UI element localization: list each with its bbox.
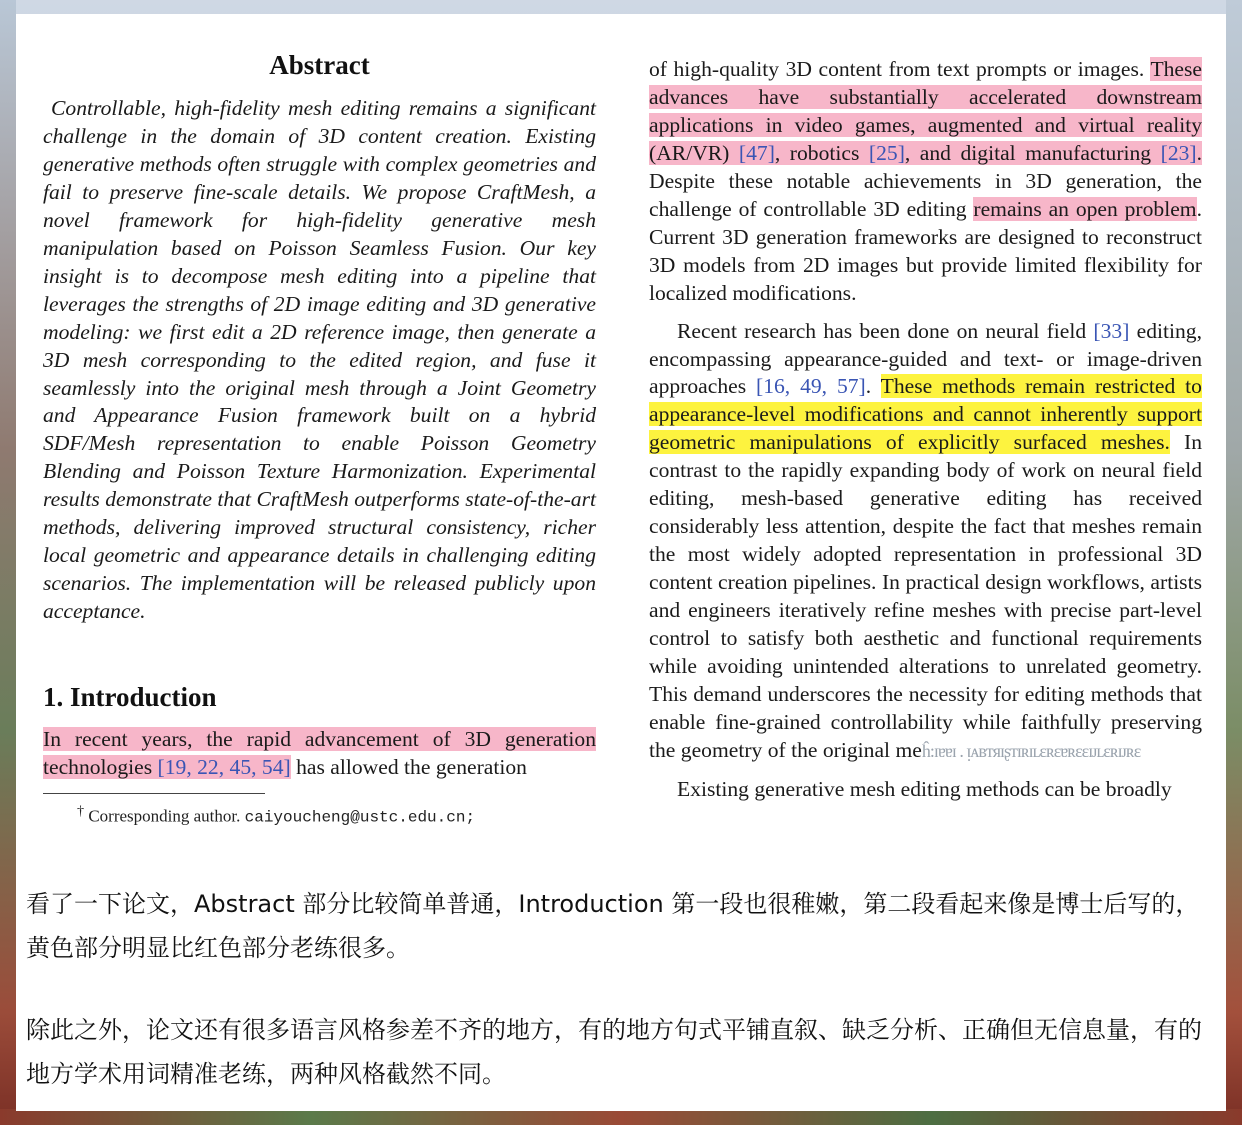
red-highlight-open-problem: remains an open problem (973, 196, 1197, 221)
citation-16-49-57[interactable]: [16, 49, 57] (756, 374, 866, 399)
citation-19-22-45-54[interactable]: [19, 22, 45, 54] (157, 755, 291, 780)
left-column (43, 50, 596, 829)
red-text-1: These advances have substantially accelerated downstream applications in video games, augmented and virtual reality (AR/VR) (649, 57, 1202, 165)
citation-23[interactable]: [23] (1160, 140, 1197, 165)
abstract-body: Controllable, high-fidelity mesh editing remains a significant challenge in the domain of 3D content creation. Existing generative methods often struggle with complex geometries and fail to preserve fine-scale details. We propose CraftMesh, a novel framework for high-fidelity generative mesh manipulation based on Poisson Seamless Fusion. Our key insight is to decompose mesh editing into a pipeline that leverages the strengths of 2D image editing and 3D generative modeling: we first edit a 2D reference image, then generate a 3D mesh corresponding to the edited region, and fuse it seamlessly into the original mesh through a Joint Geometry and Appearance Fusion framework built on a hybrid SDF/Mesh representation to enable Poisson Geometry Blending and Poisson Texture Harmonization. Experimental results demonstrate that CraftMesh outperforms state-of-the-art methods, delivering improved structural consistency, richer local geometric and appearance details in challenging editing scenarios. The implementation will be released publicly upon acceptance. (43, 96, 596, 624)
introduction-paragraph (43, 725, 596, 781)
yellow-highlight-methods: These methods remain restricted to appearance-level modifications and cannot inherently support geometric manipulations of explicitly surfaced meshes. (649, 374, 1202, 455)
introduction-heading: 1. Introduction (43, 682, 217, 713)
background-bottom-strip (0, 1109, 1242, 1125)
comment-paragraph-2: 除此之外，论文还有很多语言风格参差不齐的地方，有的地方句式平铺直叙、缺乏分析、正确但无信息量，有的地方学术用词精准老练，两种风格截然不同。 (26, 1016, 1202, 1088)
right-paragraph-2 (649, 318, 1202, 766)
right-p2-b: . (865, 374, 881, 399)
red-text-2: , robotics (774, 140, 869, 165)
right-paragraph-3: Existing generative mesh editing methods can be broadly (677, 776, 1172, 801)
right-paragraph-1 (649, 56, 1202, 308)
citation-33[interactable]: [33] (1093, 318, 1130, 343)
right-p2-a: editing, encompassing appearance-guided and text- or image-driven approaches (649, 318, 1202, 399)
footnote-label: Corresponding author. (84, 806, 245, 826)
abstract-title: Abstract (269, 50, 370, 80)
background-right-strip (1226, 0, 1242, 1125)
intro-rest-text: has allowed the generation (290, 755, 527, 780)
red-text-4: . (1196, 140, 1203, 165)
comment-paragraph-1: 看了一下论文，Abstract 部分比较简单普通，Introduction 第一段也很稚嫩，第二段看起来像是博士后写的，黄色部分明显比红色部分老练很多。 (26, 890, 1200, 962)
citation-25[interactable]: [25] (868, 140, 905, 165)
paper-excerpt (16, 14, 1226, 864)
background-left-strip (0, 0, 16, 1125)
right-p1-mid: Despite these notable achievements in 3D generation, the challenge of controllable 3D editing (649, 168, 1202, 221)
right-column (649, 56, 1202, 804)
right-p1-lead: of high-quality 3D content from text prompts or images. (649, 57, 1151, 81)
citation-47[interactable]: [47] (738, 140, 775, 165)
red-text-3: , and digital manufacturing (904, 140, 1161, 165)
footnote (43, 800, 596, 829)
right-p2-lead: Recent research has been done on neural field (677, 318, 1094, 343)
footnote-email[interactable]: caiyoucheng@ustc.edu.cn; (244, 808, 476, 827)
footnote-marker: † (77, 803, 85, 820)
right-p2-end: In contrast to the rapidly expanding body of work on neural field editing, mesh-based generative editing has received considerably less attention, despite the fact that meshes remain the most widely adopted representation in professional 3D content creation pipelines. In practical design workflows, artists and engineers iteratively refine meshes with precise part-level control to satisfy both aesthetic and functional requirements while avoiding unintended alterations to unrelated geometry. This demand underscores the necessity for editing methods that enable fine-grained controllability while faithfully preserving the geometry of the original me (649, 430, 1202, 762)
footnote-divider (43, 793, 265, 794)
post-card (16, 14, 1226, 1111)
commentary-text (26, 882, 1221, 1096)
faded-text-artifact: ĥ:ɪɐɐɪ . ᴉᴀʙᴛᴙɪʂᴛɪʀɪʟɛʀɛɐʀɛɛɪᴊʟɛʀɪᴊʀɛ (921, 740, 1141, 761)
right-p1-end: . Current 3D generation frameworks are designed to reconstruct 3D models from 2D images but provide limited flexibility for localized modifications. (649, 196, 1202, 305)
intro-highlight-text: In recent years, the rapid advancement of 3D generation technologies (43, 727, 596, 780)
